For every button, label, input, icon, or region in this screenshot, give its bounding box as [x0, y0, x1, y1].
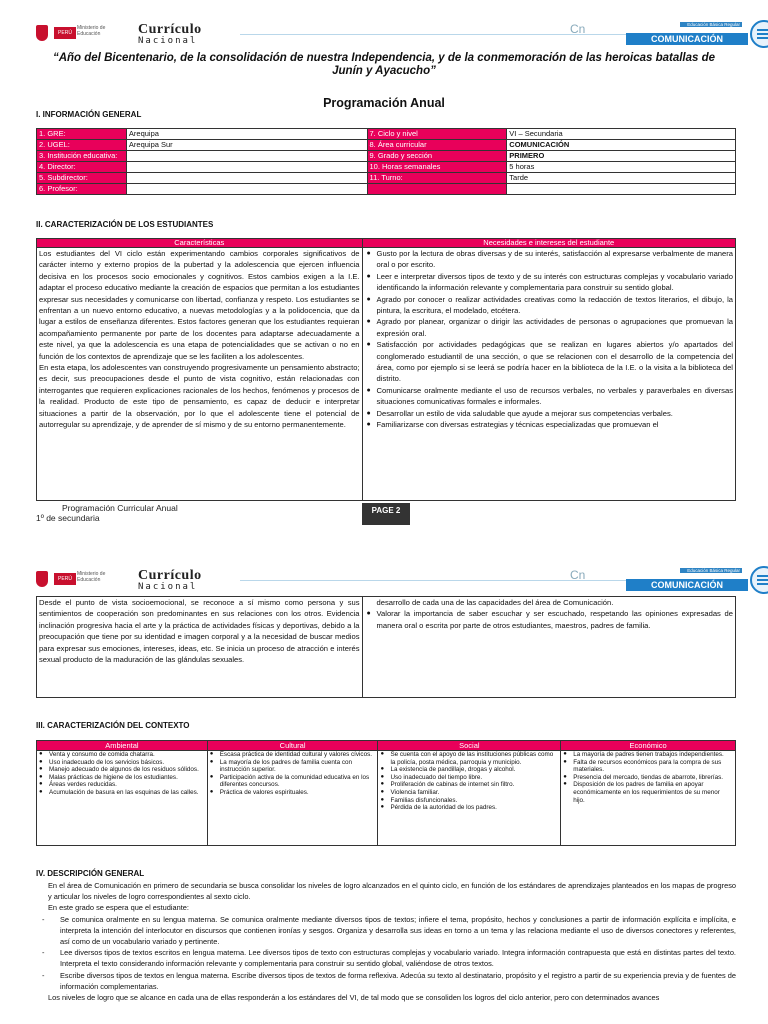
context-item: ● Acumulación de basura en las esquinas de las calles. [49, 789, 205, 797]
description-item-text: Lee diversos tipos de textos escritos en lengua materna. Lee diversos tipos de texto con estructuras complejas y vocabulario variado. Integra información contrapuesta que está en distintas partes del texto. Interpreta el texto considerando información relevante y complementaria para construir su sentido global, valiéndose de otros textos. [60, 948, 736, 969]
info-l1-cell: 2. UGEL: [37, 140, 127, 151]
peru-logo: PERÚ [54, 573, 76, 585]
context-cultural-cell [207, 751, 378, 846]
nacional-subtitle: Nacional [138, 36, 198, 46]
book-icon [750, 20, 768, 48]
ministry-label: Ministerio de Educación [77, 571, 106, 583]
context-social-list [380, 751, 558, 812]
peru-shield-icon [36, 25, 48, 41]
info-v1-cell [126, 173, 367, 184]
info-v1-cell: Arequipa Sur [126, 140, 367, 151]
info-v1-cell [126, 151, 367, 162]
context-item: ● Violencia familiar. [390, 789, 558, 797]
info-l2-cell: 8. Área curricular [367, 140, 507, 151]
info-v2-cell: PRIMERO [507, 151, 736, 162]
page-gap [0, 530, 768, 562]
context-item: ● Uso inadecuado de los servicios básicos. [49, 759, 205, 767]
need-item: ● Gusto por la lectura de obras diversas y de su interés, satisfacción al expresarse verbalmente de manera oral o por escrito. [377, 248, 733, 271]
context-item: ● Familias disfuncionales. [390, 797, 558, 805]
info-row [37, 162, 736, 173]
context-economico-list [563, 751, 733, 804]
description-paragraph-2: En este grado se espera que el estudiante: [48, 903, 189, 913]
section-2-heading: II. CARACTERIZACIÓN DE LOS ESTUDIANTES [36, 220, 214, 229]
needs-cell-cont [362, 597, 735, 698]
page-title: Programación Anual [323, 96, 445, 110]
curriculo-title: Currículo [138, 568, 202, 583]
curriculo-title: Currículo [138, 22, 202, 37]
info-l2-cell: 11. Turno: [367, 173, 507, 184]
context-item: ● La mayoría de los padres de familia cuenta con instrucción superior. [220, 759, 376, 774]
characteristics-text-3: Desde el punto de vista socioemocional, se reconoce a sí mismo como persona y sus sentimientos de cooperación son predominantes en sus relaciones con los otros. Evidencia inclinación progresiva hacia el arte y la práctica de actividades físicas y deportivas, debido a la preocupación que tiene por su identidad e imagen corporal y a la necesidad de buscar medios para expresar sus emociones, intereses, ideas, etc. Se inicia un proceso de atracción e interés sexual producto de la maduración de las glándulas sexuales. [39, 598, 360, 665]
context-item: ● Presencia del mercado, tiendas de abarrote, librerías. [573, 774, 733, 782]
context-item: ● Escasa práctica de identidad cultural y valores cívicos. [220, 751, 376, 759]
info-v2-cell [507, 184, 736, 195]
section-4-heading: IV. DESCRIPCIÓN GENERAL [36, 869, 145, 878]
context-item: ● Participación activa de la comunidad educativa en los diferentes concursos. [220, 774, 376, 789]
info-l2-cell: 7. Ciclo y nivel [367, 129, 507, 140]
characteristics-cell-cont [37, 597, 363, 698]
needs-header: Necesidades e intereses del estudiante [362, 239, 735, 248]
dash-icon: - [42, 948, 45, 958]
info-row [37, 129, 736, 140]
footer-grade: 1º de secundaria [36, 513, 100, 523]
context-header: Económico [561, 741, 736, 751]
context-cultural-list [210, 751, 376, 797]
context-item: ● Malas prácticas de higiene de los estudiantes. [49, 774, 205, 782]
characteristics-text: Los estudiantes del VI ciclo están experimentando cambios corporales significativos de carácter interno y externo propios de la pubertad y la adolescencia que ejercen influencia decisiva en los procesos socio emocionales y cognitivos. Estos cambios exigen a la I.E. adaptar el proceso educativo mediante la creación de espacios que permitan a los estudiantes expresar sus necesidades y comunicarse con libertad, confianza y respeto. Los estudiantes se enfrentan a un nuevo entorno educativo, a nuevas metodologías y a la polidocencia, que da lugar a estilos de enseñanza diferentes. Estos factores generan que los estudiantes requieran acompañamiento permanente por parte de los docentes para adaptarse adecuadamente a este nivel, ya que la adolescencia es una etapa de potencialidades que se activan o no en función de los contextos de aprendizaje que se les faciliten a los adolescentes. [39, 249, 360, 361]
students-table-continued [36, 596, 736, 698]
info-row [37, 184, 736, 195]
need-item: ● Satisfacción por actividades pedagógicas que se realizan en lugares abiertos y/o apartados del conglomerado estudiantil de una sección, o que se relacionen con el desarrollo de la competencia del área, como por ejemplo si se leerá se podría hacer en la biblioteca de la I.E. o la visita a la biblioteca del distrito. [377, 339, 733, 385]
info-l1-cell: 4. Director: [37, 162, 127, 173]
info-row [37, 140, 736, 151]
context-item: ● La existencia de pandillaje, drogas y alcohol. [390, 766, 558, 774]
characteristics-header: Características [37, 239, 363, 248]
info-l2-cell [367, 184, 507, 195]
context-item: ● Se cuenta con el apoyo de las instituciones públicas como la policía, posta médica, parroquia y municipio. [390, 751, 558, 766]
info-l1-cell: 3. Institución educativa: [37, 151, 127, 162]
nacional-subtitle: Nacional [138, 582, 198, 592]
need-item: ● Agrado por planear, organizar o dirigir las actividades de personas o agrupaciones que promuevan la expresión oral. [377, 316, 733, 339]
area-badge: COMUNICACIÓN [626, 579, 748, 591]
context-header: Social [378, 741, 561, 751]
info-v1-cell [126, 162, 367, 173]
dash-icon: - [42, 914, 45, 924]
context-ambiental-cell [37, 751, 208, 846]
info-v2-cell: 5 horas [507, 162, 736, 173]
context-table [36, 740, 736, 846]
context-item: ● Áreas verdes reducidas. [49, 781, 205, 789]
info-l1-cell: 5. Subdirector: [37, 173, 127, 184]
page-header [30, 16, 748, 50]
description-paragraph-3: Los niveles de logro que se alcance en cada una de ellas responderán a los estándares del VI, de tal modo que se consoliden los logros del ciclo anterior, pero con determinados avances [48, 993, 660, 1003]
motto: “Año del Bicentenario, de la consolidación de nuestra Independencia, y de la conmemoración de las heroicas batallas de Junín y Ayacucho” [52, 52, 716, 77]
context-economico-cell [561, 751, 736, 846]
needs-continued-text: desarrollo de cada una de las capacidades del área de Comunicación. [376, 598, 614, 607]
footer-doc-title: Programación Curricular Anual [62, 503, 178, 513]
context-item: ● Disposición de los padres de familia en apoyar económicamente en los requerimientos de su menor hijo. [573, 781, 733, 804]
description-item-text: Se comunica oralmente en su lengua materna. Se comunica oralmente mediante diversos tipos de textos; infiere el tema, propósito, hechos y conclusiones a partir de información explícita e implícita, e interpreta la intención del interlocutor en discursos que contienen ironías y sesgos. Organiza y desarrolla sus ideas en torno a un tema y las relaciona mediante el uso de diversos conectores y referentes, así como de un vocabulario variado y pertinente. [60, 914, 736, 947]
dash-icon: - [42, 970, 45, 980]
level-label: Educación Básica Regular [680, 22, 742, 27]
general-info-table [36, 128, 736, 195]
section-1-heading: I. INFORMACIÓN GENERAL [36, 110, 142, 119]
description-item [36, 947, 736, 969]
description-item [36, 970, 736, 992]
description-item [36, 914, 736, 948]
context-item: ● Uso inadecuado del tiempo libre. [390, 774, 558, 782]
info-l1-cell: 6. Profesor: [37, 184, 127, 195]
need-item: ● Familiarizarse con diversas estrategias y técnicas especializadas que promuevan el [377, 419, 733, 430]
info-v1-cell: Arequipa [126, 129, 367, 140]
needs-list-2 [365, 608, 733, 631]
description-items [36, 914, 736, 992]
context-item: ● Falta de recursos económicos para la compra de sus materiales. [573, 759, 733, 774]
context-item: ● Venta y consumo de comida chatarra. [49, 751, 205, 759]
context-social-cell [378, 751, 561, 846]
info-row [37, 151, 736, 162]
info-row [37, 173, 736, 184]
info-l2-cell: 9. Grado y sección [367, 151, 507, 162]
ministry-label: Ministerio de Educación [77, 25, 106, 37]
characteristics-text-2: En esta etapa, los adolescentes van construyendo progresivamente un pensamiento abstracto; es decir, sus preocupaciones desde el punto de vista cognitivo, están relacionadas con interrogantes que requieren explicaciones racionales de los hechos, fenómenos y procesos de la realidad. Producto de este tipo de pensamiento, es capaz de deducir e interpretar situaciones a partir de la observación, por lo que el adolescente tiene el potencial de autorregular su aprendizaje, y de aprender de sí mismo y de su entorno permanentemente. [39, 363, 360, 430]
general-description [36, 880, 736, 1003]
area-badge: COMUNICACIÓN [626, 33, 748, 45]
needs-cell [362, 248, 735, 501]
document-page-2 [0, 562, 768, 1024]
book-icon [750, 566, 768, 594]
cn-mark: Cn [570, 22, 586, 36]
need-item: ● Valorar la importancia de saber escuchar y ser escuchado, respetando las opiniones expresadas de manera oral o escrita por parte de otros estudiantes, maestros, padres de familia. [377, 608, 733, 631]
info-l1-cell: 1. GRE: [37, 129, 127, 140]
context-header: Cultural [207, 741, 378, 751]
context-item: ● Pérdida de la autoridad de los padres. [390, 804, 558, 812]
context-item: ● Manejo adecuado de algunos de los residuos sólidos. [49, 766, 205, 774]
context-header: Ambiental [37, 741, 208, 751]
peru-shield-icon [36, 571, 48, 587]
info-v1-cell [126, 184, 367, 195]
context-item: ● Práctica de valores espirituales. [220, 789, 376, 797]
info-v2-cell: VI – Secundaria [507, 129, 736, 140]
context-item: ● Proliferación de cabinas de internet sin filtro. [390, 781, 558, 789]
need-item: ● Leer e interpretar diversos tipos de texto y de su interés con estructuras complejas y vocabulario variado identificando la información relevante y complementaria para construir su sentido global. [377, 271, 733, 294]
peru-logo: PERÚ [54, 27, 76, 39]
need-item: ● Comunicarse oralmente mediante el uso de recursos verbales, no verbales y paraverbales en diversas situaciones comunicativas formales e informales. [377, 385, 733, 408]
cn-mark: Cn [570, 568, 586, 582]
characteristics-cell [37, 248, 363, 501]
students-table [36, 238, 736, 501]
context-ambiental-list [39, 751, 205, 797]
need-item: ● Desarrollar un estilo de vida saludable que ayude a mejorar sus competencias verbales. [377, 408, 733, 419]
info-v2-cell: COMUNICACIÓN [507, 140, 736, 151]
section-3-heading: III. CARACTERIZACIÓN DEL CONTEXTO [36, 721, 190, 730]
level-label: Educación Básica Regular [680, 568, 742, 573]
info-v2-cell: Tarde [507, 173, 736, 184]
need-item: ● Agrado por conocer o realizar actividades creativas como la redacción de textos literarios, el dibujo, la pintura, la escritura, el modelado, etcétera. [377, 294, 733, 317]
page-header-2 [30, 562, 748, 596]
description-paragraph-1: En el área de Comunicación en primero de secundaria se busca consolidar los niveles de logro alcanzados en el quinto ciclo, en función de los estándares de aprendizajes planteados en los mapas de progreso y articular los niveles de logro correspondientes al sexto ciclo. [48, 881, 736, 902]
needs-list [365, 248, 733, 431]
info-l2-cell: 10. Horas semanales [367, 162, 507, 173]
page-number-badge: PAGE 2 [362, 503, 410, 525]
description-item-text: Escribe diversos tipos de textos en lengua materna. Escribe diversos tipos de textos de forma reflexiva. Adecúa su texto al destinatario, propósito y el registro a partir de su experiencia previa y de fuentes de información complementarias. [60, 970, 736, 991]
context-item: ● La mayoría de padres tienen trabajos independientes. [573, 751, 733, 759]
